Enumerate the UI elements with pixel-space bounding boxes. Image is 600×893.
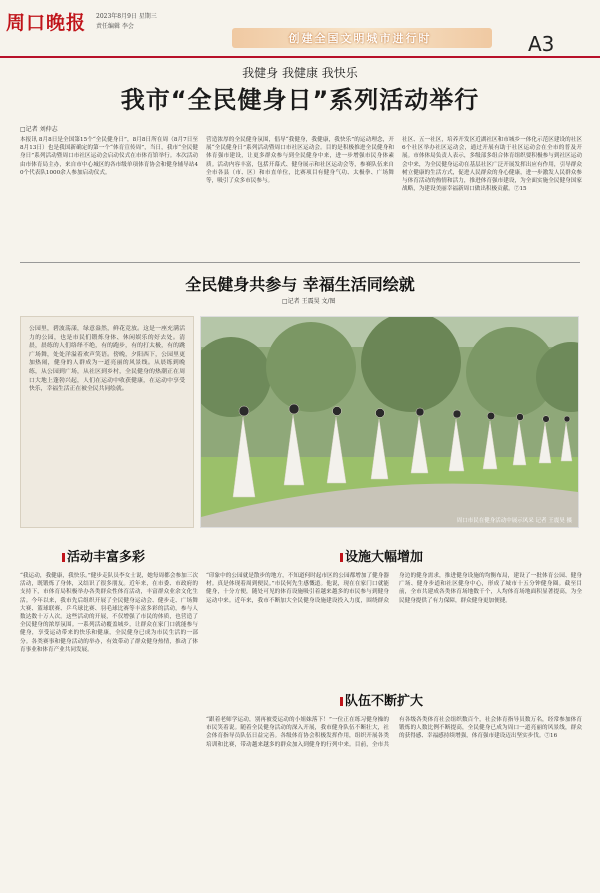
feature-headline: 全民健身共参与 幸福生活同绘就 — [185, 275, 415, 294]
page-number: A3 — [528, 32, 555, 56]
date-line: 2023年8月9日 星期三 — [96, 13, 157, 20]
feature-byline: □记者 王震昊 文/图 — [282, 298, 336, 305]
main-byline: □记者 刘仲志 — [20, 126, 58, 133]
section-title-activities-label: 活动丰富多彩 — [67, 550, 146, 565]
section-title-teams — [340, 690, 423, 709]
main-subtitle: 我健身 我健康 我快乐 — [242, 66, 358, 80]
main-headline: 我市“全民健身日”系列活动举行 — [120, 86, 480, 114]
main-col-3: 社区、五一社区，培养开发区近湖社区和市城乡一体化示范区建设的社区6个社区举办社区运动会，通过开展有助于社区运动会在全市的普及开展。市体体局负责人表示，多级部多组合体育组织要积极参与到社区运动会中来，为全民健身运动在基层社区广泛开展发挥出应有作用，引导群众树立健康的生活方式，促进人民群众的身心健康，进一步激发人民群众参与体育活动的热情和活力，推进体育强市建设，为全面实施全民健身国家战略，为建设美丽幸福新周口做出积极贡献。⑦15 — [402, 137, 582, 193]
section-title-activities — [62, 546, 145, 565]
section-title-facilities — [340, 546, 423, 565]
section-divider — [20, 262, 580, 263]
poem-box — [20, 316, 194, 528]
dance-photo — [200, 316, 579, 528]
section-body-activities: “我运动，我健康，我快乐。”健步走队员李女士说，她每周都会参加三次活动，既锻炼了身体，又结识了很多朋友。近年来，在市委、市政府的支持下，市体育局积极举办各类群众性体育活动，丰富群众业余文化生活。今年以来，我市先后组织开展了全民健身运动会、健步走、广场舞大赛、篮球联赛、乒乓球比赛、羽毛球比赛等丰富多彩的活动，参与人数达数十万人次。这些活动的开展，不仅增强了市民的体质，也营造了全民健身的浓厚氛围。一系列活动覆盖城乡，让群众在家门口就能参与健身，享受运动带来的快乐和健康，全民健身已成为市民生活的一部分。各类赛事和健身活动的举办，有效带动了群众健身热情，推动了体育事业和体育产业共同发展。 — [20, 573, 198, 653]
section-marker-icon — [340, 553, 343, 562]
dancers-illustration — [201, 317, 578, 527]
main-col-2: 营造浓厚的全民健身氛围，倡导“我健身，我健康，我快乐”的运动理念，开展“全民健身日”系列活动暨周口市社区运动会。目的是积极推进全民健身和体育强市建设，让更多群众参与到全民健身中来，进一步增强市民身体素质。活动内容丰富，包括开幕式、健身展示和社区运动会等，参赛队伍来自全市各县（市、区）和市直单位，比赛项目有健身气功、太极拳、广场舞等，吸引了众多市民参与。 — [206, 137, 394, 185]
date-editor-info — [96, 12, 157, 32]
section-marker-icon — [62, 553, 65, 562]
section-title-facilities-label: 设施大幅增加 — [345, 550, 424, 565]
poem-text: 公园里，碧波荡漾，绿意盎然，鲜花竞放。这是一座充满活力的公园，也是市民们锻炼身体、休闲娱乐的好去处。清晨，晨练的人们络绎不绝，有的跑步，有的打太极，有的跳广场舞，处处洋溢着欢声笑语。傍晚，夕阳西下，公园里更加热闹，健身的人群成为一道亮丽的风景线。从晨练到晚练，从公园到广场，从社区到乡村，全民健身的热潮正在周口大地上蓬勃兴起，人们在运动中收获健康，在运动中享受快乐，幸福生活正在被全民共同绘就。 — [29, 326, 185, 393]
header-rule — [0, 56, 600, 58]
photo-caption: 周口市民在健身活动中展示风采 记者 王震昊 摄 — [456, 518, 572, 524]
section-title-teams-label: 队伍不断扩大 — [345, 694, 424, 709]
editor-line: 责任编辑 李会 — [96, 23, 134, 30]
section-body-facilities: “印象中的公园就是散步的地方，不知道何时起市区的公园都增加了健身器材。真是体现着周到便民。”市民何先生感慨道。他说，现在在家门口就能健身，十分方便，随处可见的体育设施吸引着越来越多的市民参与到健身运动中来。近年来，我市不断加大全民健身设施建设投入力度，围绕群众身边的健身需求，推进健身设施的均衡布局，建设了一批体育公园、健身广场、健身步道和社区健身中心，形成了城市十五分钟健身圈。截至目前，全市共建成各类体育场地数千个，人均体育场地面积显著提高，为全民健身提供了有力保障，群众健身更加便捷。 — [206, 573, 582, 604]
main-col-1: 本报讯 8月8日是全国第15个“全民健身日”，8月8日所在周（8月7日至8月13日）也是我国新确定的第一个“体育宣传周”，当日，我市“全民健身日”系列活动暨周口市社区运动会启动仪式在市体育馆举行。本次活动由市体育局主办，来自市中心城区的各市级单项体育协会和健身辅导站40个代表队1000余人参加启动仪式。 — [20, 137, 198, 176]
newspaper-logo: 周口晚报 — [6, 12, 87, 34]
section-marker-icon — [340, 697, 343, 706]
section-body-teams: “跟着老师学运动，别再被爱运动的小姐妹落下！”一位正在练习健身操的市民笑着说。随着全民健身活动的深入开展，我市健身队伍不断壮大，社会体育指导员队伍日益完善。各级体育协会积极发挥作用，组织开展各类培训和比赛，带动越来越多的群众加入到健身的行列中来。目前，全市共有各级各类体育社会组织数百个，社会体育指导员数万名，经常参加体育锻炼的人数比例不断提高，全民健身已成为周口一道亮丽的风景线，群众的获得感、幸福感持续增强，体育强市建设迈出坚实步伐。⑦16 — [206, 717, 582, 748]
campaign-banner-text: 创建全国文明城市进行时 — [288, 32, 432, 45]
